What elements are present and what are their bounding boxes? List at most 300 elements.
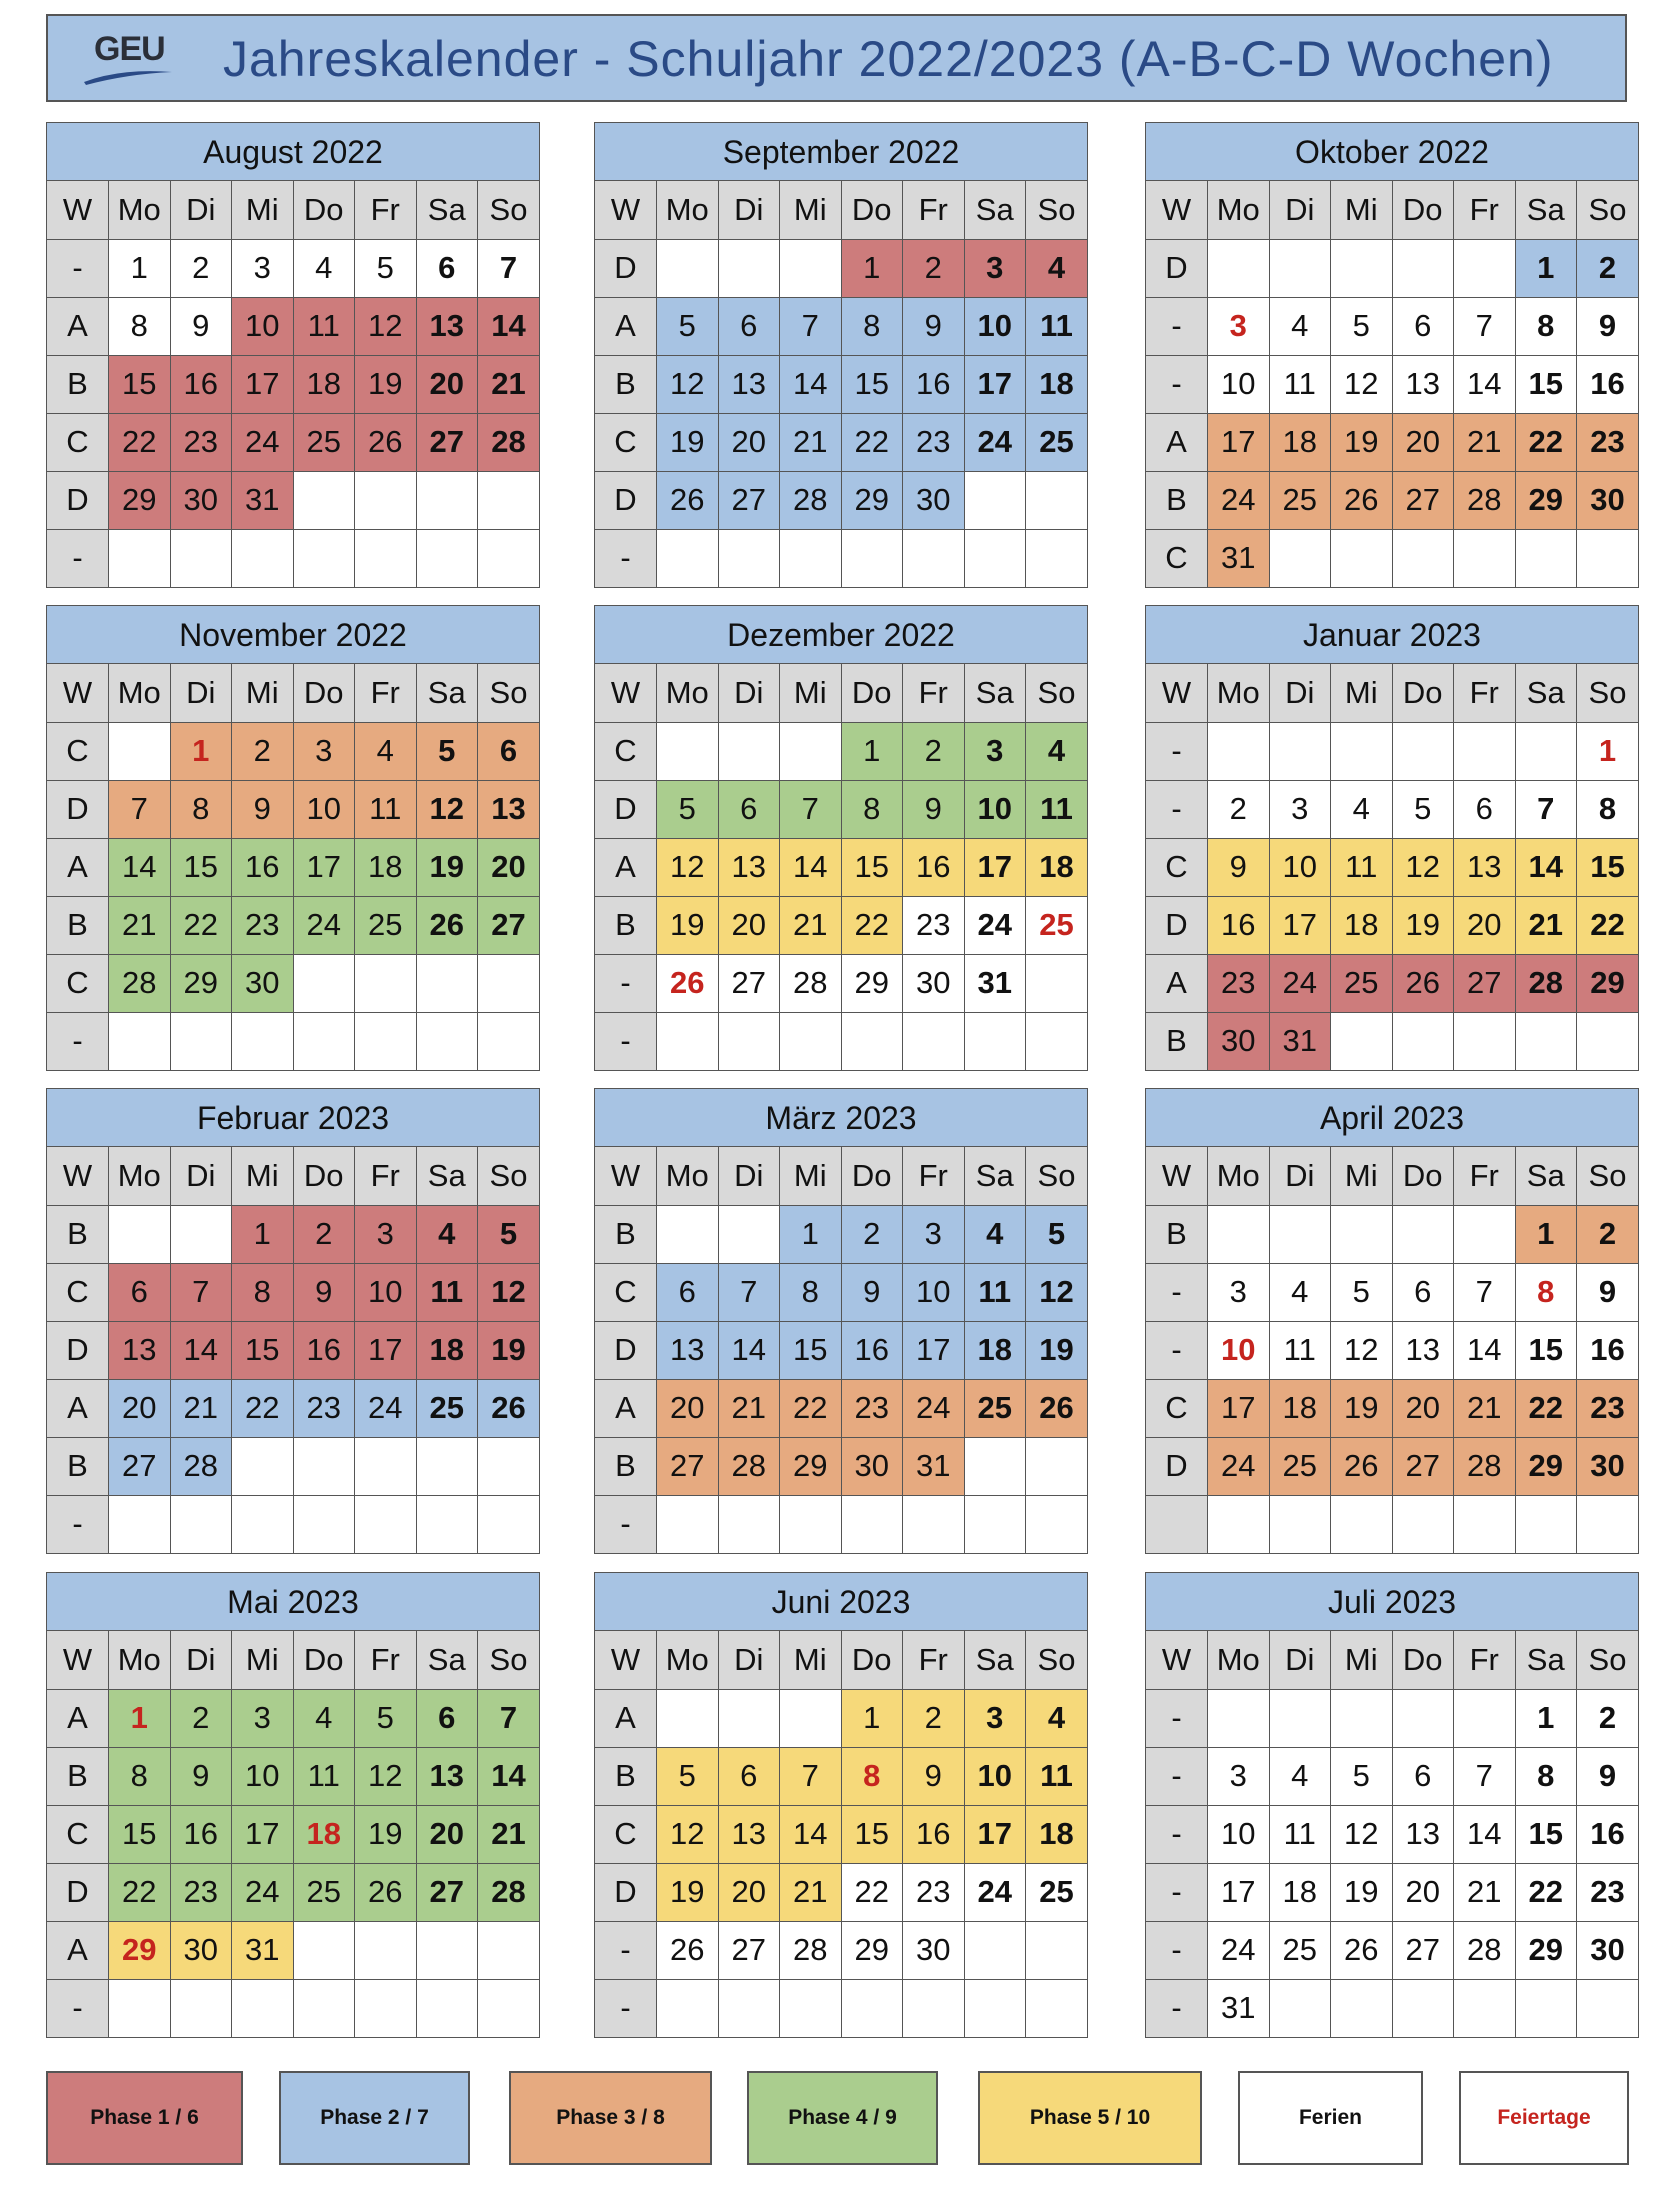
day-cell: [780, 1979, 842, 2037]
day-cell: [170, 1205, 232, 1263]
day-cell: 30: [1577, 1921, 1639, 1979]
week-letter: B: [1146, 1012, 1208, 1070]
day-cell: [964, 1921, 1026, 1979]
month-august-2022: [46, 122, 540, 588]
calendar-table: [1146, 664, 1638, 1070]
weekday-header: Sa: [964, 1631, 1026, 1689]
week-row: [595, 355, 1087, 413]
weekday-header: W: [595, 1631, 657, 1689]
day-cell: 21: [478, 355, 540, 413]
weekday-header-row: [595, 664, 1087, 722]
day-cell: 9: [903, 297, 965, 355]
day-cell: 28: [478, 413, 540, 471]
week-row: [595, 722, 1087, 780]
weekday-header: Mi: [1331, 1147, 1393, 1205]
week-letter: A: [1146, 954, 1208, 1012]
day-cell: 29: [841, 471, 903, 529]
week-letter: -: [595, 1921, 657, 1979]
day-cell: 18: [1269, 413, 1331, 471]
week-letter: -: [595, 1012, 657, 1070]
day-cell: 23: [293, 1379, 355, 1437]
day-cell: 15: [841, 1805, 903, 1863]
day-cell: [1026, 529, 1088, 587]
day-cell: [657, 1979, 719, 2037]
week-letter: C: [47, 1805, 109, 1863]
week-row: [1146, 413, 1638, 471]
week-letter: -: [1146, 1747, 1208, 1805]
day-cell: 15: [841, 355, 903, 413]
month-mai-2023: [46, 1572, 540, 2038]
day-cell: 12: [1331, 1321, 1393, 1379]
day-cell: 14: [478, 297, 540, 355]
day-cell: 26: [355, 1863, 417, 1921]
day-cell: 15: [1515, 1805, 1577, 1863]
weekday-header: Fr: [1454, 664, 1516, 722]
day-cell: 10: [1208, 355, 1270, 413]
day-cell: [1208, 1205, 1270, 1263]
weekday-header: Mi: [780, 181, 842, 239]
day-cell: 4: [1026, 722, 1088, 780]
day-cell: [170, 1979, 232, 2037]
day-cell: 24: [232, 413, 294, 471]
day-cell: 13: [1392, 355, 1454, 413]
weekday-header: Fr: [355, 1147, 417, 1205]
day-cell: 2: [293, 1205, 355, 1263]
month-juni-2023: [594, 1572, 1088, 2038]
day-cell: 8: [109, 297, 171, 355]
month-title: September 2022: [595, 123, 1087, 181]
week-letter: A: [595, 1689, 657, 1747]
week-letter: -: [47, 529, 109, 587]
day-cell: 4: [293, 1689, 355, 1747]
day-cell: 19: [657, 413, 719, 471]
weekday-header: Mi: [780, 664, 842, 722]
day-cell: 4: [1026, 239, 1088, 297]
day-cell: 18: [416, 1321, 478, 1379]
day-cell: [718, 1495, 780, 1553]
day-cell: [1454, 529, 1516, 587]
weekday-header-row: [1146, 664, 1638, 722]
day-cell: [780, 239, 842, 297]
day-cell: 18: [293, 355, 355, 413]
weekday-header: Do: [293, 181, 355, 239]
week-row: [47, 780, 539, 838]
day-cell: 14: [1454, 355, 1516, 413]
day-cell: 2: [1577, 1205, 1639, 1263]
day-cell: 9: [170, 1747, 232, 1805]
day-cell: 21: [478, 1805, 540, 1863]
weekday-header: Do: [841, 1631, 903, 1689]
weekday-header: Sa: [416, 1147, 478, 1205]
day-cell: 12: [416, 780, 478, 838]
day-cell: 27: [1392, 471, 1454, 529]
day-cell: 8: [109, 1747, 171, 1805]
week-row: [47, 1263, 539, 1321]
day-cell: 6: [718, 1747, 780, 1805]
week-row: [47, 1205, 539, 1263]
day-cell: 19: [1331, 1379, 1393, 1437]
day-cell: 19: [355, 1805, 417, 1863]
weekday-header: So: [1577, 181, 1639, 239]
weekday-header: W: [47, 664, 109, 722]
week-letter: -: [1146, 1921, 1208, 1979]
week-letter: D: [595, 780, 657, 838]
weekday-header: W: [47, 181, 109, 239]
day-cell: [1515, 1979, 1577, 2037]
week-row: [595, 1689, 1087, 1747]
day-cell: 11: [1269, 1805, 1331, 1863]
day-cell: 12: [657, 355, 719, 413]
day-cell: 28: [718, 1437, 780, 1495]
day-cell: 27: [718, 471, 780, 529]
day-cell: 28: [170, 1437, 232, 1495]
day-cell: [355, 471, 417, 529]
day-cell: 2: [170, 239, 232, 297]
weekday-header: So: [1577, 1631, 1639, 1689]
weekday-header: Fr: [903, 181, 965, 239]
day-cell: 11: [1269, 1321, 1331, 1379]
weekday-header: So: [478, 1147, 540, 1205]
week-row: [595, 1263, 1087, 1321]
day-cell: [1331, 1979, 1393, 2037]
day-cell: [478, 1012, 540, 1070]
day-cell: [1269, 239, 1331, 297]
day-cell: 28: [1454, 1437, 1516, 1495]
day-cell: 3: [903, 1205, 965, 1263]
day-cell: 6: [718, 297, 780, 355]
week-row: [1146, 954, 1638, 1012]
day-cell: 16: [1577, 355, 1639, 413]
day-cell: 5: [1331, 1263, 1393, 1321]
day-cell: [841, 529, 903, 587]
calendar-table: [595, 1147, 1087, 1553]
week-letter: B: [595, 896, 657, 954]
weekday-header: So: [1577, 1147, 1639, 1205]
day-cell: [1392, 1689, 1454, 1747]
month-april-2023: [1145, 1088, 1639, 1554]
calendar-table: [47, 1631, 539, 2037]
day-cell: [1454, 1495, 1516, 1553]
day-cell: [1026, 1979, 1088, 2037]
week-letter: -: [1146, 1863, 1208, 1921]
weekday-header: So: [1026, 1631, 1088, 1689]
day-cell: [1269, 1495, 1331, 1553]
week-row: [595, 1863, 1087, 1921]
week-letter: D: [1146, 896, 1208, 954]
month-juli-2023: [1145, 1572, 1639, 2038]
day-cell: 7: [1515, 780, 1577, 838]
day-cell: 19: [657, 896, 719, 954]
day-cell: [478, 1437, 540, 1495]
day-cell: [657, 722, 719, 780]
day-cell: 12: [478, 1263, 540, 1321]
week-letter: A: [47, 1689, 109, 1747]
week-row: [47, 1921, 539, 1979]
day-cell: [109, 1495, 171, 1553]
month-september-2022: [594, 122, 1088, 588]
week-row: [595, 954, 1087, 1012]
weekday-header: W: [47, 1631, 109, 1689]
weekday-header: Mo: [1208, 181, 1270, 239]
day-cell: 6: [1392, 297, 1454, 355]
day-cell: 5: [1331, 1747, 1393, 1805]
day-cell: [478, 1979, 540, 2037]
week-letter: D: [595, 1863, 657, 1921]
week-letter: -: [47, 1495, 109, 1553]
week-row: [1146, 1321, 1638, 1379]
day-cell: 10: [964, 1747, 1026, 1805]
day-cell: [478, 954, 540, 1012]
week-letter: C: [595, 413, 657, 471]
weekday-header: Do: [1392, 1147, 1454, 1205]
day-cell: 15: [232, 1321, 294, 1379]
day-cell: [657, 1012, 719, 1070]
week-letter: B: [47, 1205, 109, 1263]
week-row: [595, 1437, 1087, 1495]
day-cell: 10: [232, 1747, 294, 1805]
weekday-header: Mi: [232, 181, 294, 239]
day-cell: 22: [1515, 1863, 1577, 1921]
day-cell: [478, 1921, 540, 1979]
day-cell: 14: [109, 838, 171, 896]
day-cell: 26: [1331, 471, 1393, 529]
day-cell: 10: [1208, 1321, 1270, 1379]
day-cell: [657, 529, 719, 587]
day-cell: 9: [903, 1747, 965, 1805]
day-cell: [355, 954, 417, 1012]
day-cell: [1269, 1979, 1331, 2037]
week-row: [1146, 297, 1638, 355]
day-cell: 14: [170, 1321, 232, 1379]
month-title: Dezember 2022: [595, 606, 1087, 664]
weekday-header-row: [595, 1631, 1087, 1689]
weekday-header: Mo: [109, 1631, 171, 1689]
day-cell: 1: [1515, 239, 1577, 297]
week-letter: A: [47, 297, 109, 355]
day-cell: [1331, 239, 1393, 297]
weekday-header-row: [47, 664, 539, 722]
week-row: [47, 954, 539, 1012]
day-cell: 15: [109, 1805, 171, 1863]
day-cell: 17: [964, 1805, 1026, 1863]
day-cell: 10: [1269, 838, 1331, 896]
day-cell: 18: [1269, 1863, 1331, 1921]
day-cell: 6: [1392, 1747, 1454, 1805]
weekday-header-row: [1146, 1631, 1638, 1689]
weekday-header: Sa: [1515, 664, 1577, 722]
week-row: [47, 355, 539, 413]
day-cell: 18: [1026, 355, 1088, 413]
day-cell: 23: [1208, 954, 1270, 1012]
weekday-header: Mo: [109, 181, 171, 239]
day-cell: 17: [293, 838, 355, 896]
weekday-header: Sa: [964, 181, 1026, 239]
week-row: [47, 722, 539, 780]
week-letter: C: [47, 1263, 109, 1321]
day-cell: 7: [780, 780, 842, 838]
day-cell: [109, 1979, 171, 2037]
weekday-header-row: [595, 181, 1087, 239]
weekday-header: Do: [841, 1147, 903, 1205]
day-cell: 31: [964, 954, 1026, 1012]
day-cell: 10: [293, 780, 355, 838]
week-letter: B: [595, 1437, 657, 1495]
weekday-header: Mi: [232, 664, 294, 722]
day-cell: 5: [355, 1689, 417, 1747]
week-row: [595, 1805, 1087, 1863]
day-cell: 27: [718, 1921, 780, 1979]
day-cell: [1331, 529, 1393, 587]
day-cell: 6: [478, 722, 540, 780]
day-cell: 3: [964, 1689, 1026, 1747]
day-cell: 25: [293, 1863, 355, 1921]
day-cell: [416, 1979, 478, 2037]
day-cell: 10: [355, 1263, 417, 1321]
week-letter: C: [1146, 838, 1208, 896]
day-cell: 31: [232, 1921, 294, 1979]
day-cell: [1269, 529, 1331, 587]
week-letter: A: [595, 297, 657, 355]
weekday-header: Mi: [1331, 181, 1393, 239]
day-cell: [903, 1012, 965, 1070]
day-cell: 7: [718, 1263, 780, 1321]
day-cell: [1577, 529, 1639, 587]
day-cell: 26: [657, 1921, 719, 1979]
weekday-header: W: [1146, 181, 1208, 239]
day-cell: 9: [903, 780, 965, 838]
day-cell: 14: [780, 838, 842, 896]
day-cell: [232, 1437, 294, 1495]
day-cell: 9: [1577, 297, 1639, 355]
week-letter: -: [47, 1979, 109, 2037]
day-cell: 4: [416, 1205, 478, 1263]
weekday-header: So: [478, 664, 540, 722]
day-cell: 12: [1026, 1263, 1088, 1321]
day-cell: [1208, 1495, 1270, 1553]
day-cell: 23: [1577, 1863, 1639, 1921]
week-row: [47, 1012, 539, 1070]
day-cell: [718, 1979, 780, 2037]
day-cell: 14: [1454, 1321, 1516, 1379]
weekday-header: W: [595, 181, 657, 239]
day-cell: 25: [1026, 896, 1088, 954]
day-cell: 28: [1454, 1921, 1516, 1979]
day-cell: 15: [1515, 1321, 1577, 1379]
day-cell: 26: [1392, 954, 1454, 1012]
week-row: [47, 838, 539, 896]
day-cell: 25: [1026, 1863, 1088, 1921]
day-cell: 13: [657, 1321, 719, 1379]
day-cell: 17: [964, 355, 1026, 413]
week-row: [595, 239, 1087, 297]
day-cell: [293, 529, 355, 587]
day-cell: 21: [718, 1379, 780, 1437]
day-cell: 2: [1577, 239, 1639, 297]
day-cell: [1392, 1205, 1454, 1263]
day-cell: [355, 1012, 417, 1070]
day-cell: 20: [478, 838, 540, 896]
day-cell: 15: [841, 838, 903, 896]
week-row: [47, 1689, 539, 1747]
day-cell: [416, 1495, 478, 1553]
weekday-header: Do: [293, 664, 355, 722]
day-cell: [1392, 1495, 1454, 1553]
day-cell: [232, 1495, 294, 1553]
weekday-header: Fr: [903, 664, 965, 722]
day-cell: [1392, 1012, 1454, 1070]
day-cell: 22: [1577, 896, 1639, 954]
month-title: November 2022: [47, 606, 539, 664]
day-cell: [416, 1012, 478, 1070]
legend-phase-5-10: Phase 5 / 10: [978, 2071, 1202, 2165]
day-cell: 17: [355, 1321, 417, 1379]
week-row: [1146, 471, 1638, 529]
weekday-header: W: [595, 664, 657, 722]
day-cell: 1: [109, 239, 171, 297]
day-cell: 30: [903, 471, 965, 529]
month-title: Juli 2023: [1146, 1573, 1638, 1631]
day-cell: 16: [903, 1805, 965, 1863]
day-cell: [1026, 1437, 1088, 1495]
weekday-header: Di: [718, 181, 780, 239]
day-cell: [1392, 722, 1454, 780]
day-cell: 7: [1454, 1747, 1516, 1805]
week-row: [595, 1012, 1087, 1070]
day-cell: [170, 529, 232, 587]
weekday-header-row: [1146, 1147, 1638, 1205]
day-cell: 22: [1515, 413, 1577, 471]
legend-feiertage: Feiertage: [1459, 2071, 1629, 2165]
week-letter: -: [1146, 722, 1208, 780]
week-letter: C: [595, 722, 657, 780]
week-row: [595, 1921, 1087, 1979]
weekday-header: Do: [1392, 181, 1454, 239]
day-cell: 1: [1515, 1689, 1577, 1747]
day-cell: 21: [1454, 1379, 1516, 1437]
week-row: [1146, 1747, 1638, 1805]
week-row: [595, 838, 1087, 896]
day-cell: [841, 1495, 903, 1553]
day-cell: [293, 1495, 355, 1553]
day-cell: [355, 1495, 417, 1553]
day-cell: 3: [232, 239, 294, 297]
day-cell: 5: [657, 297, 719, 355]
day-cell: [1269, 1689, 1331, 1747]
weekday-header: Mi: [780, 1631, 842, 1689]
weekday-header: W: [1146, 1147, 1208, 1205]
day-cell: 5: [355, 239, 417, 297]
day-cell: 18: [1026, 1805, 1088, 1863]
week-row: [1146, 1979, 1638, 2037]
day-cell: [1454, 239, 1516, 297]
week-letter: B: [1146, 1205, 1208, 1263]
day-cell: 7: [1454, 297, 1516, 355]
day-cell: 14: [1515, 838, 1577, 896]
day-cell: 29: [1515, 1921, 1577, 1979]
day-cell: 24: [1269, 954, 1331, 1012]
week-row: [47, 471, 539, 529]
day-cell: 8: [1515, 297, 1577, 355]
day-cell: [841, 1012, 903, 1070]
day-cell: 8: [232, 1263, 294, 1321]
day-cell: 16: [1577, 1321, 1639, 1379]
day-cell: 1: [841, 1689, 903, 1747]
day-cell: 5: [1392, 780, 1454, 838]
day-cell: 22: [109, 1863, 171, 1921]
day-cell: 5: [1026, 1205, 1088, 1263]
day-cell: 23: [1577, 413, 1639, 471]
day-cell: 28: [478, 1863, 540, 1921]
